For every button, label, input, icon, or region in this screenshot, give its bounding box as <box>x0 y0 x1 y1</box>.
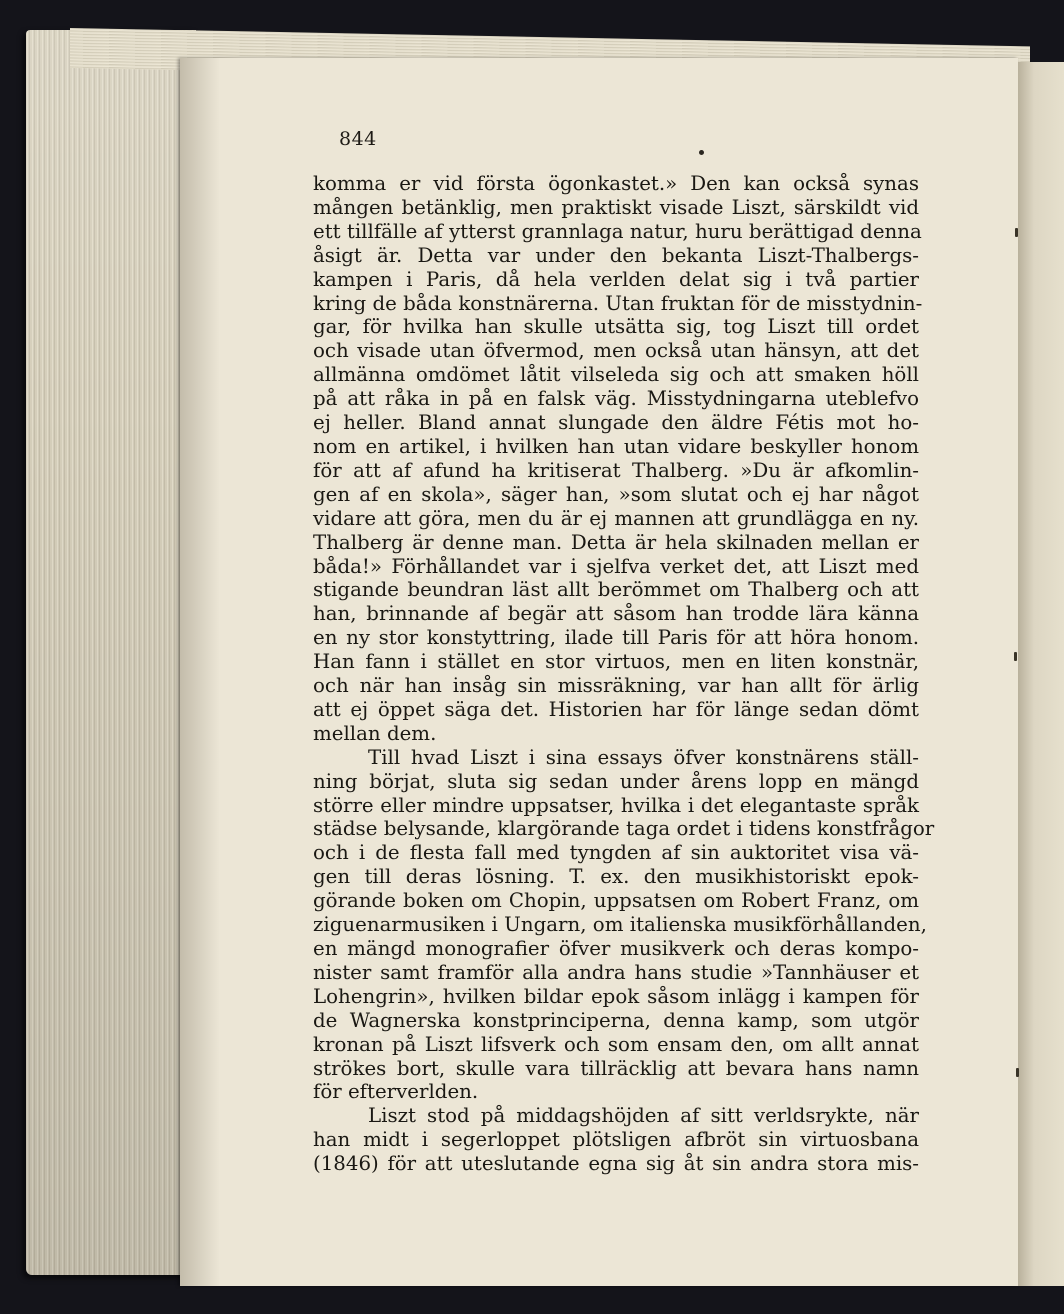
text-line: större eller mindre uppsatser, hvilka i det elegantaste språk <box>313 793 919 817</box>
text-line: allmänna omdömet låtit vilseleda sig och att smaken höll <box>313 363 919 387</box>
text-line: Till hvad Liszt i sina essays öfver konstnärens ställ- <box>368 745 919 769</box>
text-line: ett tillfälle af ytterst grannlaga natur, huru berättigad denna <box>313 219 922 243</box>
text-line: och visade utan öfvermod, men också utan hänsyn, att det <box>313 339 919 363</box>
text-line: en mängd monografier öfver musikverk och deras kompo- <box>313 937 919 960</box>
text-line: gar, för hvilka han skulle utsätta sig, tog Liszt till ordet <box>313 315 919 339</box>
page-edges-shading <box>26 30 196 1275</box>
text-line: nom en artikel, i hvilken han utan vidare beskyller honom <box>313 434 919 458</box>
text-line: stigande beundran läst allt berömmet om Thalberg och att <box>313 578 919 602</box>
text-line: (1846) för att uteslutande egna sig åt sin andra stora mis- <box>313 1152 919 1176</box>
margin-mark <box>1015 228 1018 237</box>
text-line: kampen i Paris, då hela verlden delat sig i två partier <box>313 267 919 291</box>
text-line: på att råka in på en falsk väg. Misstydningarna uteblefvo <box>313 387 919 411</box>
text-line: ning börjat, sluta sig sedan under årens lopp en mängd <box>313 769 919 793</box>
text-line: nister samt framför alla andra hans studie »Tannhäuser et <box>313 960 919 984</box>
text-line: att ej öppet säga det. Historien har för länge sedan dömt <box>313 697 919 721</box>
text-line: kronan på Liszt lifsverk och som ensam den, om allt annat <box>313 1032 919 1056</box>
facing-page-edge <box>1018 62 1064 1286</box>
text-line: och när han insåg sin missräkning, var han allt för ärlig <box>313 674 919 698</box>
page-number: 844 <box>339 128 377 150</box>
text-line: Thalberg är denne man. Detta är hela skilnaden mellan er <box>313 530 919 554</box>
text-line: han midt i segerloppet plötsligen afbröt sin virtuosbana <box>313 1128 919 1152</box>
text-line: gen af en skola», säger han, »som slutat och ej har något <box>313 482 919 506</box>
text-line: ej heller. Bland annat slungade den äldre Fétis mot ho- <box>313 411 919 435</box>
text-line: komma er vid första ögonkastet.» Den kan också synas <box>313 172 919 195</box>
text-line: åsigt är. Detta var under den bekanta Liszt-Thalbergs- <box>313 243 919 267</box>
text-line: en ny stor konstyttring, ilade till Paris för att höra honom. <box>313 626 919 650</box>
text-line: de Wagnerska konstprinciperna, denna kamp, som utgör <box>313 1008 919 1032</box>
text-line: för att af afund ha kritiserat Thalberg. »Du är afkomlin- <box>313 458 919 482</box>
text-line: ziguenarmusiken i Ungarn, om italienska musikförhållanden, <box>313 913 927 937</box>
text-line: kring de båda konstnärerna. Utan fruktan för de misstydnin- <box>313 291 923 315</box>
text-line: för efterverlden. <box>313 1080 479 1104</box>
text-line: strökes bort, skulle vara tillräcklig att bevara hans namn <box>313 1056 919 1080</box>
text-line: mången betänklig, men praktiskt visade Liszt, särskildt vid <box>313 195 919 219</box>
text-line: städse belysande, klargörande taga ordet i tidens konstfrågor <box>313 817 935 841</box>
body-text <box>313 172 935 1176</box>
page-gutter-shadow <box>180 58 220 1286</box>
text-line: mellan dem. <box>313 721 437 745</box>
text-line: görande boken om Chopin, uppsatsen om Robert Franz, om <box>313 889 919 913</box>
text-line: Lohengrin», hvilken bildar epok såsom inlägg i kampen för <box>313 984 919 1008</box>
text-line: och i de flesta fall med tyngden af sin auktoritet visa vä- <box>313 841 919 865</box>
text-line: Liszt stod på middagshöjden af sitt verldsrykte, när <box>368 1104 919 1128</box>
text-line: gen till deras lösning. T. ex. den musikhistoriskt epok- <box>313 865 919 889</box>
text-line: han, brinnande af begär att såsom han trodde lära känna <box>313 602 919 626</box>
ink-speck <box>699 150 704 155</box>
text-line: vidare att göra, men du är ej mannen att grundlägga en ny. <box>313 506 919 530</box>
text-line: Han fann i stället en stor virtuos, men en liten konstnär, <box>313 650 919 674</box>
margin-mark <box>1016 1068 1019 1077</box>
margin-mark <box>1014 652 1017 661</box>
text-line: båda!» Förhållandet var i sjelfva verket det, att Liszt med <box>313 554 919 578</box>
